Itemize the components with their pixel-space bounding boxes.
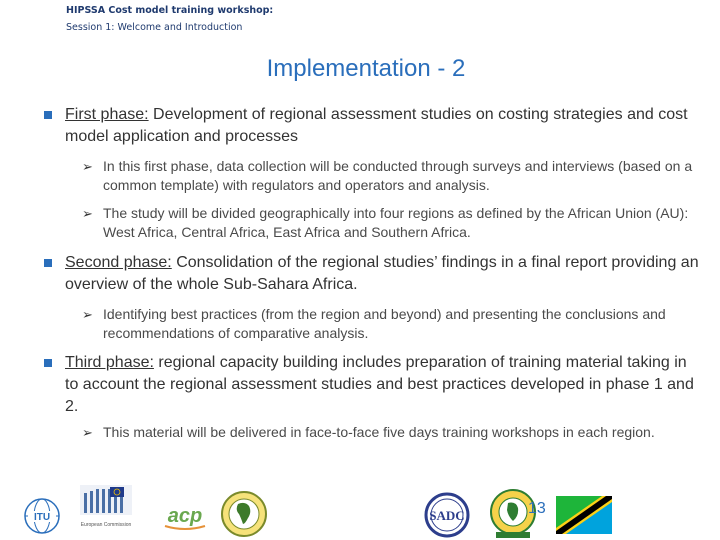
square-bullet-icon	[44, 359, 52, 367]
sub-bullet-text: Identifying best practices (from the region and beyond) and presenting the conclusions and recommendations of comparative analysis.	[103, 306, 666, 341]
acp-logo-icon	[160, 498, 210, 532]
bullet-lead: Third phase:	[65, 354, 154, 371]
sadc-logo-text: SADC	[429, 508, 465, 523]
bullet-text: Consolidation of the regional studies’ findings in a final report providing an overview of the whole Sub-Sahara Africa.	[65, 254, 699, 293]
arrow-bullet-icon: ➢	[82, 307, 93, 322]
bullet-third-phase	[44, 352, 704, 418]
sub-bullet-text: In this first phase, data collection will be conducted through surveys and interviews (based on a common template) with regulators and operators and analysis.	[103, 158, 693, 193]
acp-logo-text: acp	[167, 505, 203, 527]
bullet-lead: Second phase:	[65, 254, 172, 271]
slide-content	[44, 104, 704, 442]
european-commission-logo-icon	[80, 485, 132, 537]
sub-bullet	[44, 204, 704, 242]
page-number: 13	[528, 500, 546, 517]
arrow-bullet-icon: ➢	[82, 159, 93, 174]
header-session: Session 1: Welcome and Introduction	[66, 22, 243, 33]
arrow-bullet-icon: ➢	[82, 206, 93, 221]
sub-bullet	[44, 157, 704, 195]
bullet-text: regional capacity building includes preparation of training material taking in to account the regional assessment studies and best practices developed in phase 1 and 2.	[65, 354, 694, 415]
itu-logo-text: ITU	[33, 512, 51, 523]
sub-bullet	[44, 423, 704, 442]
eu-logo-text: European Commission	[80, 522, 132, 528]
header-workshop: HIPSSA Cost model training workshop:	[66, 5, 274, 16]
itu-logo-icon	[22, 496, 62, 536]
bullet-first-phase	[44, 104, 704, 148]
bullet-lead: First phase:	[65, 106, 149, 123]
arrow-bullet-icon: ➢	[82, 425, 93, 440]
bullet-text: Development of regional assessment studies on costing strategies and cost model application and processes	[65, 106, 688, 145]
sub-bullet-text: The study will be divided geographically into four regions as defined by the African Union (AU): West Africa, Central Africa, East Africa and Southern Africa.	[103, 205, 689, 240]
square-bullet-icon	[44, 259, 52, 267]
square-bullet-icon	[44, 111, 52, 119]
sadc-logo-icon	[424, 492, 470, 538]
african-union-emblem-icon	[218, 490, 270, 540]
footer-logos	[0, 480, 720, 540]
bullet-second-phase	[44, 252, 704, 296]
sub-bullet-text: This material will be delivered in face-to-face five days training workshops in each region.	[103, 424, 655, 440]
tanzania-flag-icon	[556, 496, 612, 534]
sub-bullet	[44, 305, 704, 343]
slide-title: Implementation - 2	[266, 55, 466, 82]
